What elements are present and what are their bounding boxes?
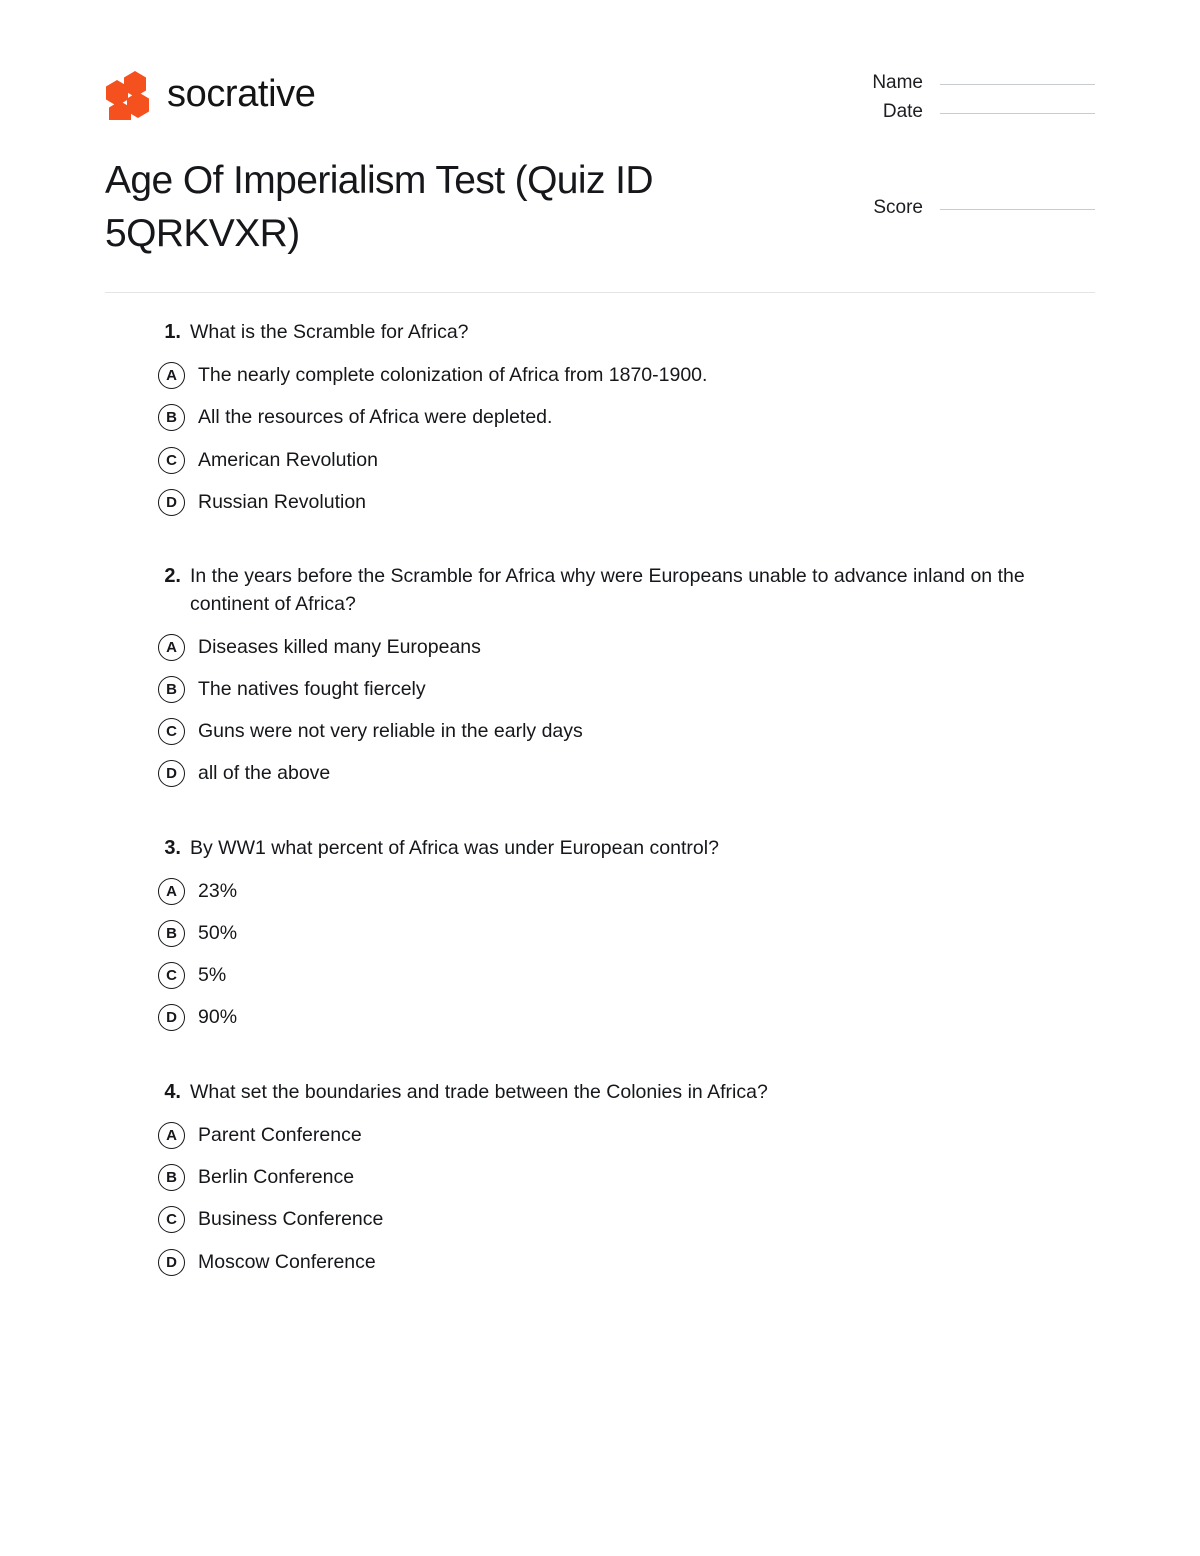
question-number: 4. bbox=[164, 1080, 181, 1103]
question-block bbox=[0, 318, 1200, 516]
question-number: 3. bbox=[164, 836, 181, 859]
option-text: The natives fought fiercely bbox=[198, 677, 426, 700]
option-text: The nearly complete colonization of Africa from 1870-1900. bbox=[198, 364, 708, 386]
question-list bbox=[0, 318, 1200, 1322]
option-text: Berlin Conference bbox=[198, 1165, 355, 1188]
option-bubble-a[interactable]: A bbox=[158, 362, 185, 389]
question-prompt-row bbox=[0, 562, 1200, 619]
option-text: 50% bbox=[198, 921, 238, 944]
answer-option[interactable] bbox=[0, 403, 1200, 431]
date-field-writeline[interactable] bbox=[940, 112, 1095, 114]
answer-option[interactable] bbox=[0, 717, 1200, 745]
answer-option[interactable] bbox=[0, 759, 1200, 787]
score-field-label: Score bbox=[873, 197, 923, 218]
brand-wordmark: socrative bbox=[167, 73, 316, 115]
answer-option[interactable] bbox=[0, 919, 1200, 947]
option-bubble-b[interactable]: B bbox=[158, 1164, 185, 1191]
answer-option[interactable] bbox=[0, 675, 1200, 703]
question-prompt-row bbox=[0, 1078, 1200, 1107]
question-prompt-row bbox=[0, 318, 1200, 347]
answer-option[interactable] bbox=[0, 1003, 1200, 1031]
name-field-row bbox=[855, 72, 1095, 101]
option-bubble-d[interactable]: D bbox=[158, 760, 185, 787]
option-text: all of the above bbox=[198, 762, 331, 785]
option-bubble-a[interactable]: A bbox=[158, 634, 185, 661]
answer-option[interactable] bbox=[0, 361, 1200, 389]
option-bubble-d[interactable]: D bbox=[158, 1004, 185, 1031]
question-block bbox=[0, 1078, 1200, 1276]
student-meta-fields bbox=[855, 72, 1095, 130]
option-bubble-d[interactable]: D bbox=[158, 489, 185, 516]
question-block bbox=[0, 562, 1200, 788]
question-number: 1. bbox=[164, 321, 181, 343]
title-divider bbox=[105, 292, 1095, 293]
answer-option[interactable] bbox=[0, 1163, 1200, 1191]
answer-option[interactable] bbox=[0, 1248, 1200, 1276]
option-text: 5% bbox=[198, 964, 227, 987]
option-text: 23% bbox=[198, 879, 238, 902]
option-text: Guns were not very reliable in the early days bbox=[198, 720, 583, 743]
question-text: What set the boundaries and trade between the Colonies in Africa? bbox=[190, 1080, 768, 1103]
option-bubble-b[interactable]: B bbox=[158, 404, 185, 431]
option-bubble-a[interactable]: A bbox=[158, 1122, 185, 1149]
option-text: Russian Revolution bbox=[198, 490, 367, 513]
option-bubble-d[interactable]: D bbox=[158, 1249, 185, 1276]
date-field-label: Date bbox=[882, 101, 923, 122]
name-field-writeline[interactable] bbox=[940, 83, 1095, 85]
option-text: Diseases killed many Europeans bbox=[198, 635, 481, 658]
question-text: What is the Scramble for Africa? bbox=[190, 321, 469, 343]
question-text: By WW1 what percent of Africa was under European control? bbox=[190, 836, 719, 859]
score-field-row bbox=[873, 197, 1095, 219]
option-bubble-c[interactable]: C bbox=[158, 1206, 185, 1233]
option-text: Business Conference bbox=[198, 1208, 384, 1231]
socrative-brand bbox=[105, 66, 315, 124]
option-bubble-c[interactable]: C bbox=[158, 718, 185, 745]
option-bubble-c[interactable]: C bbox=[158, 447, 185, 474]
answer-option[interactable] bbox=[0, 1205, 1200, 1233]
option-bubble-c[interactable]: C bbox=[158, 962, 185, 989]
option-text: 90% bbox=[198, 1006, 238, 1029]
page-title: Age Of Imperialism Test (Quiz ID 5QRKVXR) bbox=[105, 159, 653, 255]
question-prompt-row bbox=[0, 834, 1200, 863]
name-field-label: Name bbox=[872, 72, 923, 93]
answer-option[interactable] bbox=[0, 446, 1200, 474]
option-text: American Revolution bbox=[198, 448, 378, 471]
answer-option[interactable] bbox=[0, 1121, 1200, 1149]
option-bubble-a[interactable]: A bbox=[158, 878, 185, 905]
option-text: Moscow Conference bbox=[198, 1250, 376, 1273]
socrative-hexagon-logo-icon bbox=[105, 70, 151, 120]
option-bubble-b[interactable]: B bbox=[158, 676, 185, 703]
answer-option[interactable] bbox=[0, 633, 1200, 661]
answer-option[interactable] bbox=[0, 877, 1200, 905]
option-text: All the resources of Africa were depleted. bbox=[198, 406, 553, 429]
question-block bbox=[0, 834, 1200, 1032]
option-bubble-b[interactable]: B bbox=[158, 920, 185, 947]
score-field-writeline[interactable] bbox=[940, 208, 1095, 210]
option-text: Parent Conference bbox=[198, 1123, 362, 1146]
date-field-row bbox=[855, 101, 1095, 130]
answer-option[interactable] bbox=[0, 961, 1200, 989]
question-number: 2. bbox=[164, 565, 181, 588]
question-text: In the years before the Scramble for Africa why were Europeans unable to advance inland on the continent of Africa? bbox=[190, 565, 1025, 616]
answer-option[interactable] bbox=[0, 488, 1200, 516]
